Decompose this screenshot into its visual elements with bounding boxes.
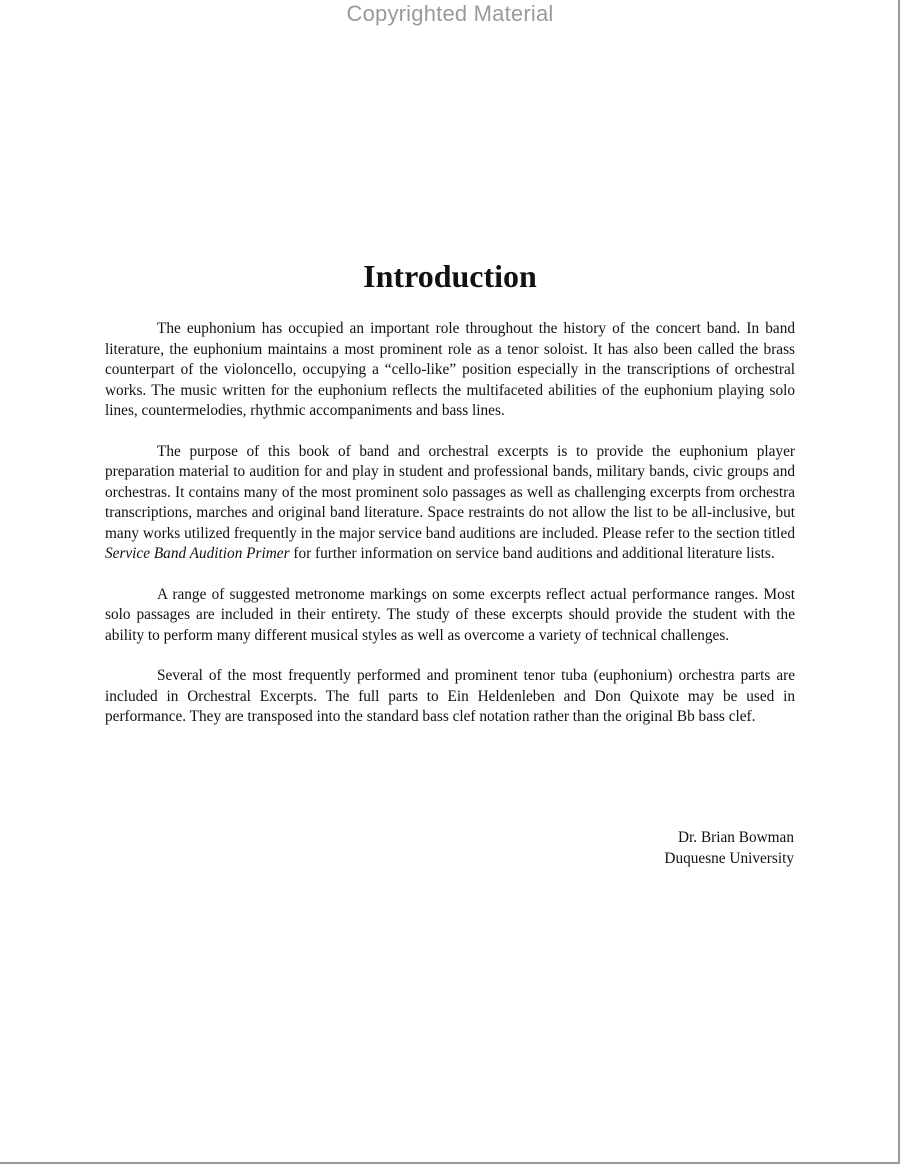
copyright-watermark: Copyrighted Material [346, 1, 554, 26]
paragraph-book-purpose-end: for further information on service band auditions and additional literature lists. [289, 545, 775, 562]
introduction-body [105, 319, 795, 748]
paragraph-book-purpose [105, 442, 795, 565]
author-signature [664, 827, 794, 869]
paragraph-euphonium-role: The euphonium has occupied an important role throughout the history of the concert band. In band literature, the euphonium maintains a most prominent role as a tenor soloist. It has also been called the brass counterpart of the violoncello, occupying a “cello-like” position especially in the transcriptions of orchestral works. The music written for the euphonium reflects the multifaceted abilities of the euphonium playing solo lines, countermelodies, rhythmic accompaniments and bass lines. [105, 320, 795, 419]
paragraph-orchestral-excerpts: Several of the most frequently performed and prominent tenor tuba (euphonium) orchestra parts are included in Orchestral Excerpts. The full parts to Ein Heldenleben and Don Quixote may be used in performance. They are transposed into the standard bass clef notation rather than the original Bb bass clef. [105, 667, 795, 725]
author-name: Dr. Brian Bowman [678, 829, 794, 846]
paragraph-metronome: A range of suggested metronome markings on some excerpts reflect actual performance ranges. Most solo passages are included in their entirety. The study of these excerpts should provide the student with the ability to perform many different musical styles as well as overcome a variety of technical challenges. [105, 585, 795, 644]
author-affiliation: Duquesne University [664, 850, 794, 867]
primer-section-title: Service Band Audition Primer [105, 545, 290, 562]
paragraph-book-purpose-text: The purpose of this book of band and orchestral excerpts is to provide the euphonium player preparation material to audition for and play in student and professional bands, military bands, civic groups and orchestras. It contains many of the most prominent solo passages as well as challenging excerpts from orchestra transcriptions, marches and original band literature. Space restraints do not allow the list to be all-inclusive, but many works utilized frequently in the major service band auditions are included. Please refer to the section titled [105, 442, 795, 542]
page-title: Introduction [363, 258, 537, 294]
